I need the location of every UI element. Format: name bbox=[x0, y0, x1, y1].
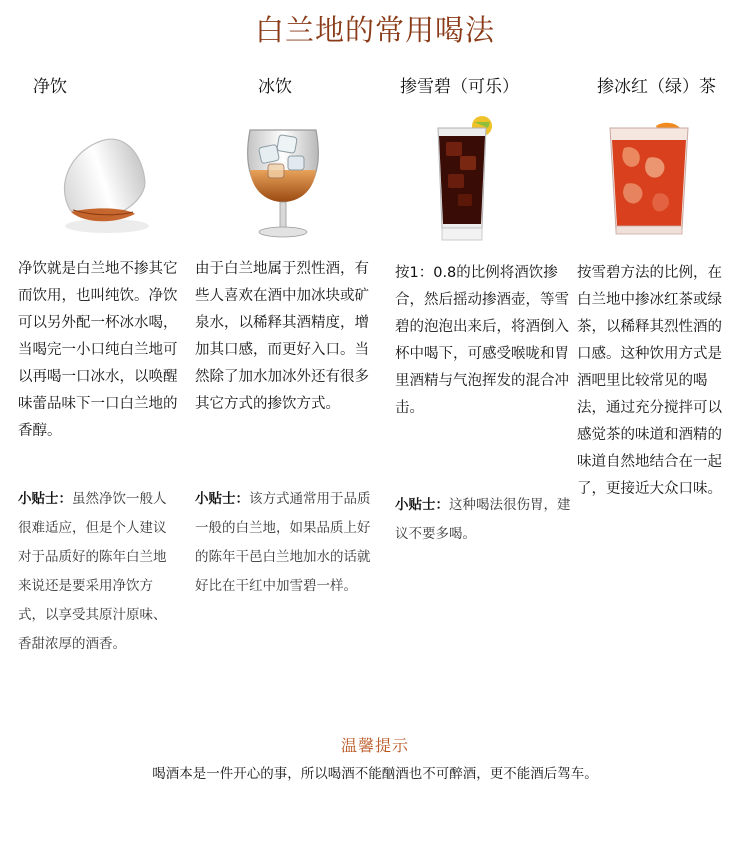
with-soda-description: 按1：0.8的比例将酒饮掺合，然后摇动掺酒壶，等雪碧的泡泡出来后，将酒倒入杯中喝下，可感受喉咙和胃里酒精与气泡挥发的混合冲击。 bbox=[395, 265, 569, 416]
on-ice-tip-text: 该方式通常用于品质一般的白兰地，如果品质上好的陈年干邑白兰地加水的话就好比在干红中加雪碧一样。 bbox=[195, 491, 371, 594]
tip-label: 小贴士： bbox=[395, 497, 449, 513]
with-soda-tip bbox=[395, 491, 571, 549]
column-heading-with-iced-tea: 掺冰红（绿）茶 bbox=[597, 77, 716, 97]
reminder-text: 喝酒本是一件开心的事，所以喝酒不能酗酒也不可醉酒，更不能酒后驾车。 bbox=[152, 766, 598, 782]
snifter-glass-icon bbox=[55, 128, 155, 236]
reminder-title: 温馨提示 bbox=[340, 736, 409, 755]
on-ice-tip bbox=[195, 485, 375, 601]
tip-label: 小贴士： bbox=[195, 491, 249, 507]
column-heading-with-soda: 掺雪碧（可乐） bbox=[400, 77, 519, 97]
with-iced-tea-description: 按雪碧方法的比例，在白兰地中掺冰红茶或绿茶，以稀释其烈性酒的口感。这种饮用方式是 酒吧里比较常见的喝法，通过充分搅拌可以感觉茶的味道和酒精的味道自然地结合在一起了，更接近大众口味。 bbox=[577, 265, 722, 497]
with-soda-tip-text: 这种喝法很伤胃，建议不要多喝。 bbox=[395, 497, 571, 542]
iced-tea-glass-icon bbox=[604, 118, 694, 242]
neat-tip-text: 虽然净饮一般人很难适应，但是个人建议对于品质好的陈年白兰地来说还是要采用净饮方式，以享受其原汁原味、香甜浓厚的酒香。 bbox=[18, 491, 167, 652]
column-heading-neat: 净饮 bbox=[33, 77, 67, 97]
brandy-glass-with-ice-icon bbox=[238, 112, 328, 242]
column-heading-on-ice: 冰饮 bbox=[258, 77, 292, 97]
neat-description: 净饮就是白兰地不掺其它而饮用，也叫纯饮。净饮可以另外配一杯冰水喝，当喝完一小口纯白兰地可以再喝一口冰水，以唤醒味蕾品味下一口白兰地的香醇。 bbox=[18, 261, 178, 439]
tip-label: 小贴士： bbox=[18, 491, 72, 507]
neat-tip bbox=[18, 485, 170, 659]
cola-highball-glass-icon bbox=[430, 114, 494, 246]
on-ice-description: 由于白兰地属于烈性酒，有些人喜欢在酒中加冰块或矿泉水，以稀释其酒精度，增加其口感，而更好入口。当然除了加水加冰外还有很多其它方式的掺饮方式。 bbox=[195, 261, 369, 412]
page-title: 白兰地的常用喝法 bbox=[254, 13, 495, 47]
